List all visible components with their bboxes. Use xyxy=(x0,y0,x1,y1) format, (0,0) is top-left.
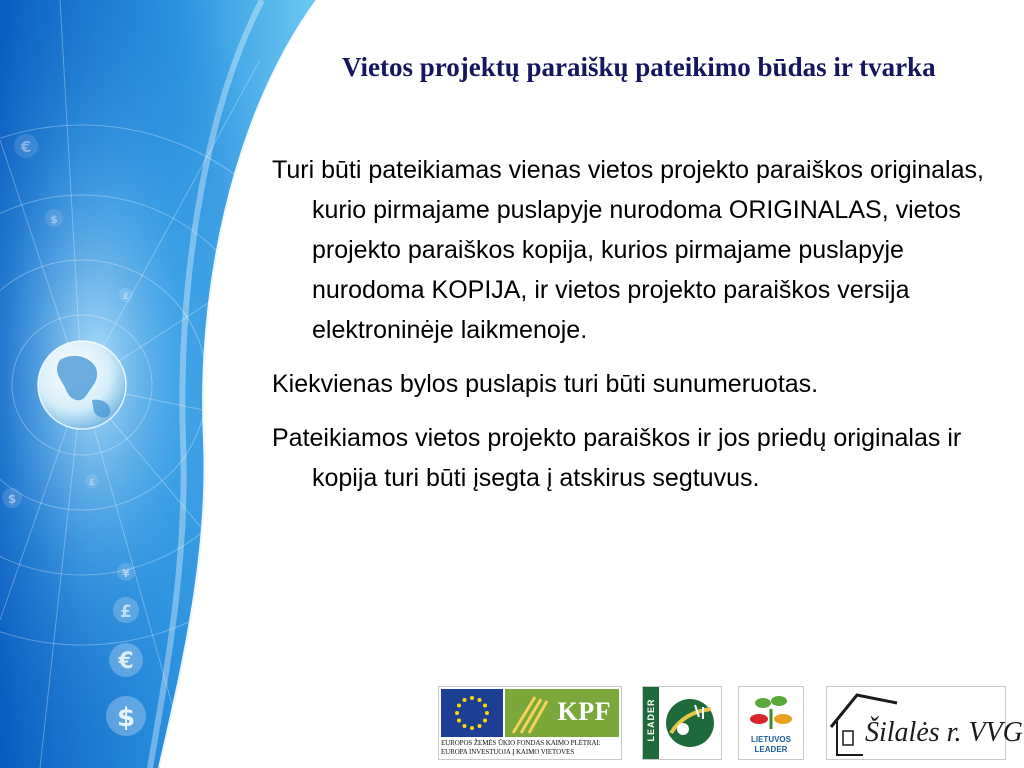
leader-vertical-text: LEADER xyxy=(646,698,656,742)
svg-text:€: € xyxy=(20,138,32,156)
eu-caption-line2: EUROPA INVESTUOJA Į KAIMO VIETOVES xyxy=(441,748,574,756)
pound-coin-icon xyxy=(119,288,133,302)
leader-strip xyxy=(643,687,659,759)
euro-coin-icon xyxy=(14,134,38,158)
bullet-item-binders: Pateikiamos vietos projekto paraiškos ir jos priedų originalas ir kopija turi būti įsegta į atskirus segtuvus. xyxy=(272,424,962,492)
dollar-coin-icon xyxy=(45,209,63,227)
slide-title: Vietos projektų paraiškų pateikimo būdas ir tvarka xyxy=(342,52,936,82)
kpf-emblem xyxy=(505,689,619,737)
pound-coin-icon-large xyxy=(113,597,139,623)
sprout-icon xyxy=(739,689,803,733)
bullet-list xyxy=(272,150,1020,512)
lietuvos-text: LIETUVOS xyxy=(750,735,791,744)
svg-text:£: £ xyxy=(88,478,96,488)
bullet-item-original-copy: Turi būti pateikiamas vienas vietos projekto paraiškos originalas, kurio pirmajame puslapyje nurodoma ORIGINALAS, vietos projekto paraiškos kopija, kurios pirmajame puslapyje nurodoma KOPIJA, ir vietos projekto paraiškos versija elektroninėje laikmenoje. xyxy=(272,156,984,344)
yen-coin-icon xyxy=(117,563,135,581)
globe xyxy=(38,341,126,429)
eu-caption-line1: EUROPOS ŽEMĖS ŪKIO FONDAS KAIMO PLĖTRAI: xyxy=(441,739,601,747)
dollar-coin-icon-large xyxy=(106,696,146,736)
svg-text:£: £ xyxy=(122,292,130,302)
silales-vvg-logo xyxy=(826,686,1023,760)
wheat-icon xyxy=(505,689,565,737)
lietuvos-leader-logo xyxy=(738,686,804,760)
svg-text:$: $ xyxy=(50,213,58,226)
pound-coin-icon-small xyxy=(85,474,99,488)
leader-logo xyxy=(642,686,722,760)
silales-text: Šilalės r. VVG xyxy=(865,717,1023,748)
eu-flag-icon xyxy=(441,689,503,737)
bullet-item-page-numbering: Kiekvienas bylos puslapis turi būti sunumeruotas. xyxy=(272,370,819,398)
leader-emblem-icon xyxy=(659,687,721,759)
euro-coin-icon-large xyxy=(109,643,143,677)
svg-text:$: $ xyxy=(116,703,136,733)
eu-kpf-logo xyxy=(438,686,622,760)
svg-text:€: € xyxy=(118,649,134,674)
leader-text: LEADER xyxy=(754,745,788,754)
dollar-coin-icon-left xyxy=(2,488,22,508)
kpf-text: KPF xyxy=(557,697,611,726)
svg-text:$: $ xyxy=(7,492,17,506)
eu-caption xyxy=(441,739,621,757)
svg-text:£: £ xyxy=(120,602,132,622)
svg-text:¥: ¥ xyxy=(122,567,130,580)
